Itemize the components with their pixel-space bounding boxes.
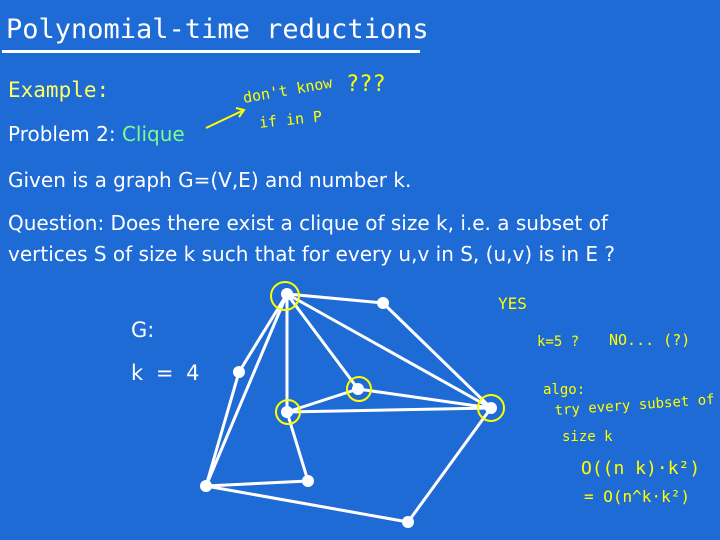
graph-edge [206,486,408,522]
graph-vertex [352,383,364,395]
note-algo-size: size k [562,429,613,445]
note-algo: algo: [543,382,586,398]
graph-edge [287,412,308,481]
graph-edge [206,481,308,486]
handwritten-notes [242,72,715,506]
graph-edge [206,294,287,486]
note-algo-subset: try every subset of [554,391,716,419]
note-yes: YES [498,294,527,313]
graph-vertex [485,402,497,414]
note-k5: k=5 ? [537,334,580,350]
graph-vertex [302,475,314,487]
k-value-label: k = 4 [131,361,203,385]
graph-edge [287,294,358,389]
graph-vertex [200,480,212,492]
arrow-icon [206,108,244,128]
note-dont-know: don't know [241,73,334,107]
note-if-in-p: if in P [258,107,323,132]
graph-edge [287,294,491,408]
note-question-marks: ??? [346,72,386,97]
note-complexity-1: O((n k)·k²) [581,458,701,479]
graph-edge [287,408,491,412]
graph-vertex [402,516,414,528]
graph-edge [239,294,287,372]
given-text: Given is a graph G=(V,E) and number k. [8,168,412,192]
graph-edge [206,372,239,486]
graph-vertex [281,406,293,418]
slide-title: Polynomial-time reductions [6,14,429,45]
note-no: NO... (?) [609,331,691,349]
graph-vertex [377,297,389,309]
graph-edge [408,408,491,522]
problem-name: Clique [121,122,185,146]
note-complexity-2: = O(n^k·k²) [584,487,690,506]
problem-prefix: Problem 2: [8,122,122,146]
graph-label: G: [131,318,155,342]
graph [200,282,504,528]
example-label: Example: [8,78,110,102]
question-line-2: vertices S of size k such that for every u,v in S, (u,v) is in E ? [8,242,616,266]
graph-vertex [281,288,293,300]
graph-vertex [233,366,245,378]
question-line-1: Question: Does there exist a clique of size k, i.e. a subset of [8,211,608,235]
